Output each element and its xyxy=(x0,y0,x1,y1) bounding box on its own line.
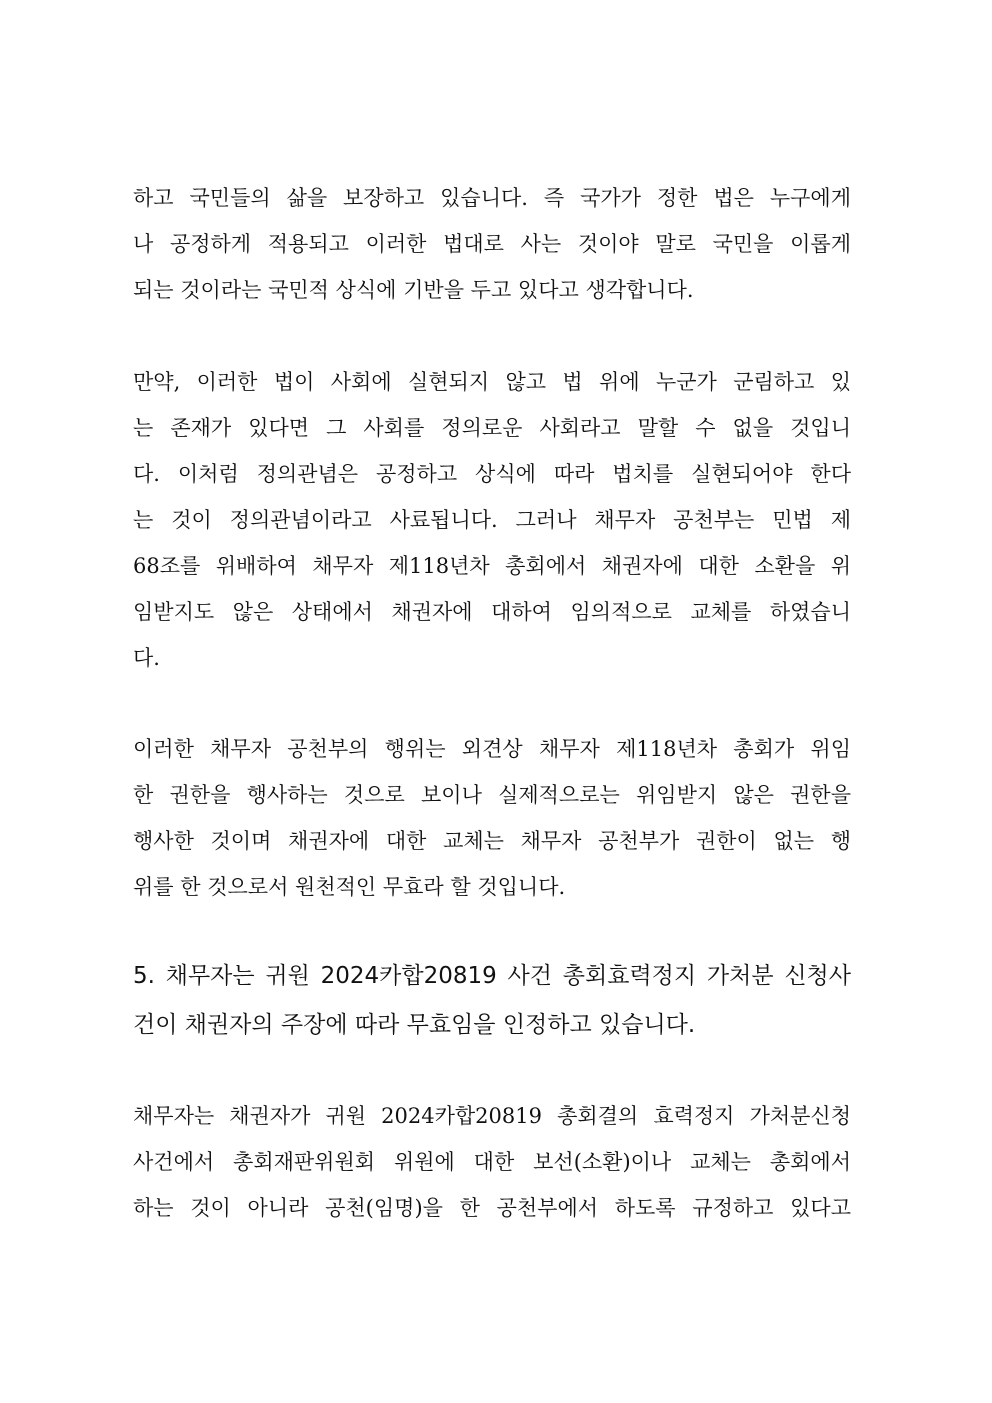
paragraph-2-line-7: 다. xyxy=(133,646,160,670)
paragraph-2-line-5: 68조를 위배하여 채무자 제118년차 총회에서 채권자에 대한 소환을 위 xyxy=(133,554,851,578)
paragraph-1-line-3: 되는 것이라는 국민적 상식에 기반을 두고 있다고 생각합니다. xyxy=(133,278,694,302)
paragraph-2-line-2: 는 존재가 있다면 그 사회를 정의로운 사회라고 말할 수 없을 것입니 xyxy=(133,416,851,440)
paragraph-3-line-4: 위를 한 것으로서 원천적인 무효라 할 것입니다. xyxy=(133,875,566,899)
paragraph-4-line-1: 채무자는 채권자가 귀원 2024카합20819 총회결의 효력정지 가처분신청 xyxy=(133,1104,851,1128)
section-5-heading-line-1: 5. 채무자는 귀원 2024카합20819 사건 총회효력정지 가처분 신청사 xyxy=(133,963,851,989)
paragraph-4-line-3: 하는 것이 아니라 공천(임명)을 한 공천부에서 하도록 규정하고 있다고 xyxy=(133,1196,851,1220)
paragraph-1-line-2: 나 공정하게 적용되고 이러한 법대로 사는 것이야 말로 국민을 이롭게 xyxy=(133,232,851,256)
paragraph-4-line-2: 사건에서 총회재판위원회 위원에 대한 보선(소환)이나 교체는 총회에서 xyxy=(133,1150,851,1174)
paragraph-2-line-4: 는 것이 정의관념이라고 사료됩니다. 그러나 채무자 공천부는 민법 제 xyxy=(133,508,851,532)
paragraph-2-line-3: 다. 이처럼 정의관념은 공정하고 상식에 따라 법치를 실현되어야 한다 xyxy=(133,462,851,486)
paragraph-3-line-3: 행사한 것이며 채권자에 대한 교체는 채무자 공천부가 권한이 없는 행 xyxy=(133,829,851,853)
paragraph-2-line-1: 만약, 이러한 법이 사회에 실현되지 않고 법 위에 누군가 군림하고 있 xyxy=(133,370,851,394)
paragraph-2-line-6: 임받지도 않은 상태에서 채권자에 대하여 임의적으로 교체를 하였습니 xyxy=(133,600,851,624)
paragraph-3-line-2: 한 권한을 행사하는 것으로 보이나 실제적으로는 위임받지 않은 권한을 xyxy=(133,783,851,807)
paragraph-3-line-1: 이러한 채무자 공천부의 행위는 외견상 채무자 제118년차 총회가 위임 xyxy=(133,737,851,761)
paragraph-1-line-1: 하고 국민들의 삶을 보장하고 있습니다. 즉 국가가 정한 법은 누구에게 xyxy=(133,186,851,210)
section-5-heading-line-2: 건이 채권자의 주장에 따라 무효임을 인정하고 있습니다. xyxy=(133,1012,696,1038)
